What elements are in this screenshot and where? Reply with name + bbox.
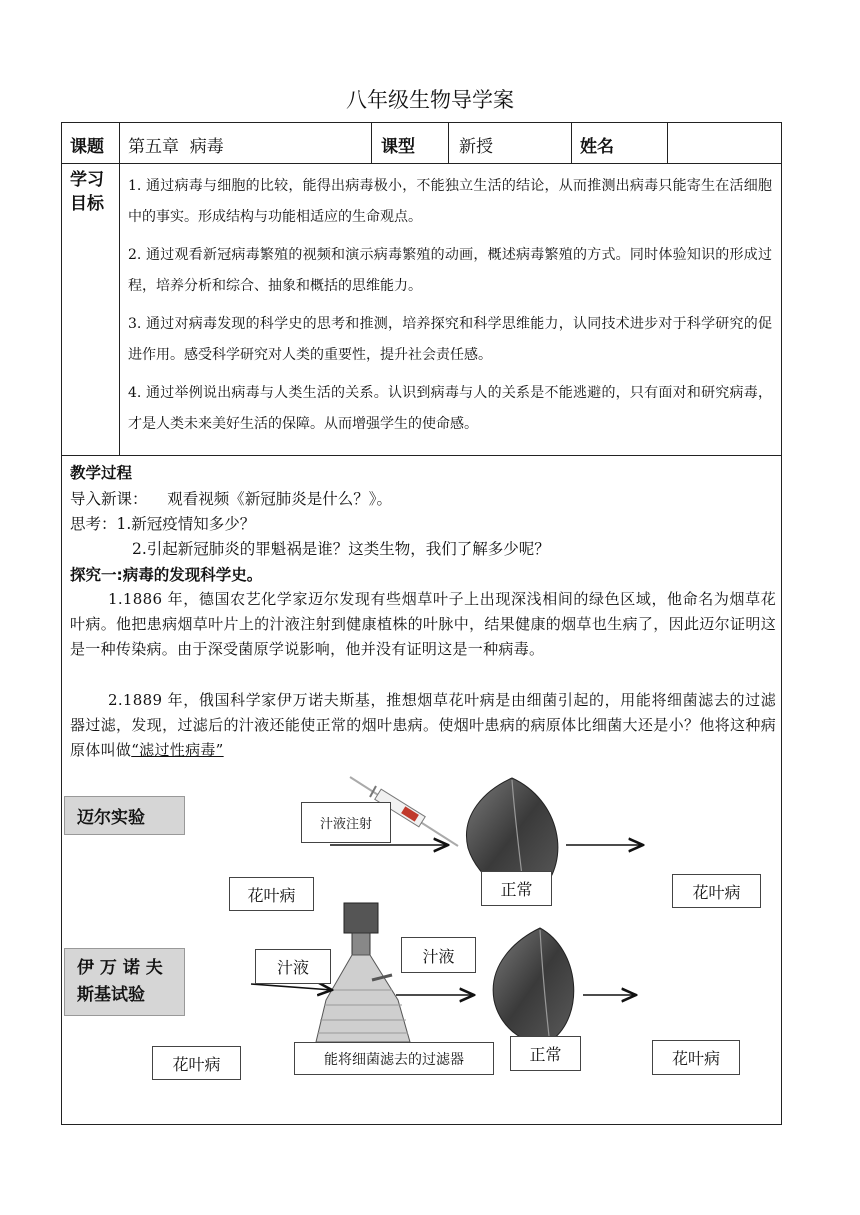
process-heading: 教学过程 xyxy=(70,464,133,482)
objective-item: 4. 通过举例说出病毒与人类生活的关系。认识到病毒与人的关系是不能逃避的，只有面对和研究病毒，才是人类未来美好生活的保障。从而增强学生的使命感。 xyxy=(128,385,772,432)
objective-item: 2. 通过观看新冠病毒繁殖的视频和演示病毒繁殖的动画，概述病毒繁殖的方式。同时体验知识的形成过程，培养分析和综合、抽象和概括的思维能力。 xyxy=(128,247,772,294)
explore-heading: 探究一:病毒的发现科学史。 xyxy=(70,566,263,584)
objective-item: 1. 通过病毒与细胞的比较，能得出病毒极小，不能独立生活的结论，从而推测出病毒只能寄生在活细胞中的事实。形成结构与功能相适应的生命观点。 xyxy=(128,178,772,225)
ivanovsky-normal-label: 正常 xyxy=(510,1036,581,1071)
objectives-label-line2: 目标 xyxy=(70,194,104,214)
objectives-label-line1: 学习 xyxy=(70,170,104,190)
objective-item: 3. 通过对病毒发现的科学史的思考和推测，培养探究和科学思维能力，认同技术进步对于科学研究的促进作用。感受科学研究对人类的重要性，提升社会责任感。 xyxy=(128,316,772,363)
ivanovsky-experiment-label xyxy=(64,948,185,1016)
leaf-icon xyxy=(493,928,574,1045)
arrow-right xyxy=(251,984,332,990)
mayer-normal-label: 正常 xyxy=(481,871,552,906)
type-value: 新授 xyxy=(459,137,493,157)
history-paragraph-1: 1.1886 年，德国农艺化学家迈尔发现有些烟草叶子上出现深浅相间的绿色区域，他命名为烟草花叶病。他把患病烟草叶片上的汁液注射到健康植株的叶脉中，结果健康的烟草也生病了，因此迈尔证明这是一种传染病。由于深受菌原学说影响，他并没有证明这是一种病毒。 xyxy=(70,590,776,658)
ivanovsky-label-line2: 斯基试验 xyxy=(77,985,145,1005)
ivanovsky-result-label: 花叶病 xyxy=(652,1040,740,1075)
page-title: 八年级生物导学案 xyxy=(346,88,514,112)
filter-label: 能将细菌滤去的过滤器 xyxy=(294,1042,494,1075)
topic-value: 第五章 病毒 xyxy=(128,137,224,157)
topic-label: 课题 xyxy=(70,137,104,157)
ivanovsky-start-label: 花叶病 xyxy=(152,1046,241,1080)
juice-label-2: 汁液 xyxy=(401,937,476,973)
ivanovsky-label-line1: 伊 万 诺 夫 xyxy=(77,958,163,978)
type-label: 课型 xyxy=(381,137,415,157)
think-line-1: 思考：1.新冠疫情知多少？ xyxy=(70,515,256,533)
filterable-virus-term: “滤过性病毒” xyxy=(131,741,224,759)
intro-line: 导入新课： 观看视频《新冠肺炎是什么？》。 xyxy=(70,490,392,508)
juice-label-1: 汁液 xyxy=(255,949,331,984)
injection-label: 汁液注射 xyxy=(301,802,391,843)
mayer-result-label: 花叶病 xyxy=(672,874,761,908)
mayer-start-label: 花叶病 xyxy=(229,877,314,911)
history-paragraph-2-text: 2.1889 年，俄国科学家伊万诺夫斯基，推想烟草花叶病是由细菌引起的，用能将细菌滤去的过滤器过滤，发现，过滤后的汁液还能使正常的烟叶患病。使烟叶患病的病原体比细菌大还是小？他将这种病原体叫做 xyxy=(70,691,776,759)
think-line-2: 2.引起新冠肺炎的罪魁祸是谁？这类生物，我们了解多少呢？ xyxy=(132,540,550,558)
mayer-experiment-label: 迈尔实验 xyxy=(64,796,185,835)
name-label: 姓名 xyxy=(580,137,614,157)
